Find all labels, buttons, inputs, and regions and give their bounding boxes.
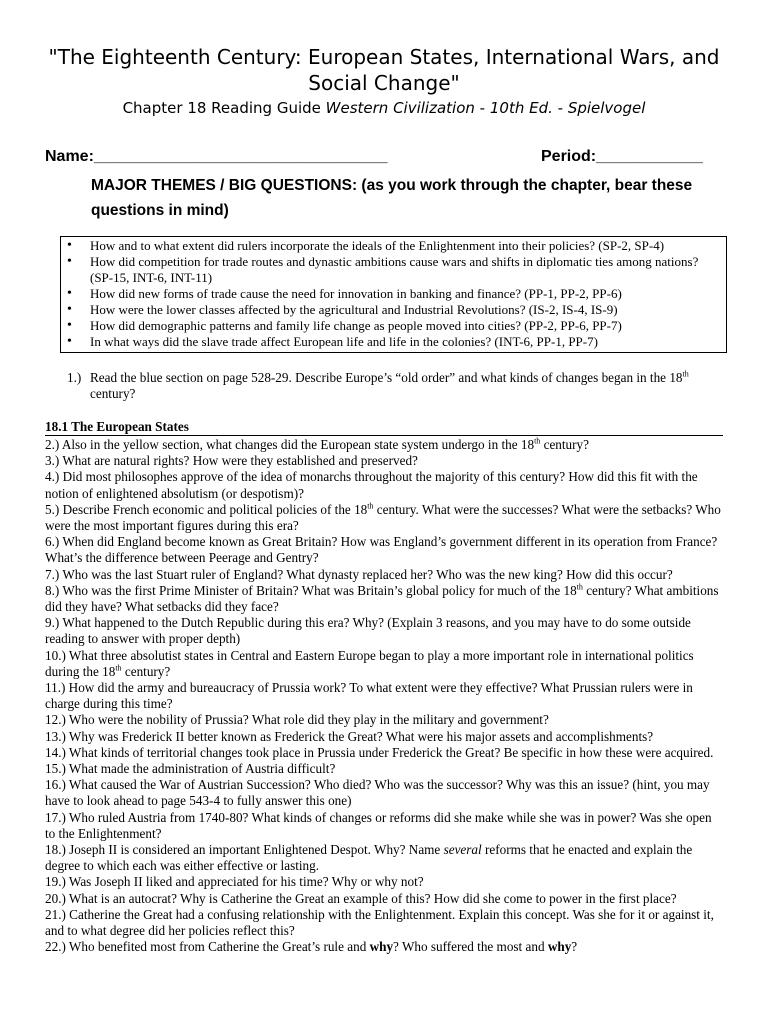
name-field[interactable]: Name:_________________________________ <box>45 148 388 165</box>
subtitle-separator: - <box>552 99 568 117</box>
question-19: 19.) Was Joseph II liked and appreciated for his time? Why or why not? <box>45 874 424 890</box>
question-4: 4.) Did most philosophes approve of the idea of monarchs throughout the majority of this century? How did this fit with the notion of enlightened absolutism (or despotism)? <box>45 469 698 501</box>
themes-box <box>60 236 727 353</box>
question-14: 14.) What kinds of territorial changes took place in Prussia under Frederick the Great? Be specific in how these were acquired. <box>45 744 714 760</box>
theme-item: • How were the lower classes affected by the agricultural and Industrial Revolutions? (IS-2, IS-4, IS-9) <box>66 302 720 318</box>
question-5: 5.) Describe French economic and political policies of the 18th century. What were the successes? What were the setbacks? Who were the most important figures during this era? <box>45 501 721 534</box>
period-field[interactable]: Period:____________ <box>541 148 703 165</box>
document-subtitle <box>40 99 728 117</box>
question-9: 9.) What happened to the Dutch Republic during this era? Why? (Explain 3 reasons, and you may have to do some outside reading to answer with proper depth) <box>45 615 691 647</box>
question-15: 15.) What made the administration of Austria difficult? <box>45 761 336 777</box>
question-20: 20.) What is an autocrat? Why is Catherine the Great an example of this? How did she come to power in the first place? <box>45 890 677 906</box>
subtitle-separator: - <box>474 99 490 117</box>
question-21: 21.) Catherine the Great had a confusing relationship with the Enlightenment. Explain this concept. Was she for it or against it, and to what degree did her policies reflect this? <box>45 906 714 939</box>
question-22: 22.) Who benefited most from Catherine the Great’s rule and why? Who suffered the most and why? <box>45 939 578 955</box>
questions-list <box>45 437 723 956</box>
book-title: Western Civilization <box>325 99 475 117</box>
question-number: 1.) <box>67 370 82 385</box>
question-11: 11.) How did the army and bureaucracy of Prussia work? To what extent were they effective? What Prussian rulers were in charge during this time? <box>45 680 693 712</box>
book-edition: 10th Ed. <box>489 99 553 117</box>
theme-item: • How did demographic patterns and family life change as people moved into cities? (PP-2, PP-6, PP-7) <box>66 318 720 334</box>
theme-item: • How did new forms of trade cause the need for innovation in banking and finance? (PP-1, PP-2, PP-6) <box>66 286 720 302</box>
themes-list <box>66 238 720 350</box>
question-text: Read the blue section on page 528-29. Describe Europe’s “old order” and what kinds of changes began in the 18th century? <box>90 369 689 401</box>
question-7: 7.) Who was the last Stuart ruler of England? What dynasty replaced her? Who was the new king? How did this occur? <box>45 566 673 582</box>
section-heading: 18.1 The European States <box>45 419 723 436</box>
question-2: 2.) Also in the yellow section, what changes did the European state system undergo in the 18th century? <box>45 436 589 452</box>
theme-item: • In what ways did the slave trade affect European life and life in the colonies? (INT-6, PP-1, PP-7) <box>66 334 720 350</box>
question-18: 18.) Joseph II is considered an important Enlightened Despot. Why? Name several reforms that he enacted and explain the degree to which each was either effective or lasting. <box>45 842 693 874</box>
question-8: 8.) Who was the first Prime Minister of Britain? What was Britain’s global policy for much of the 18th century? What ambitions did they have? What setbacks did they face? <box>45 582 719 615</box>
theme-item: • How did competition for trade routes and dynastic ambitions cause wars and shifts in diplomatic ties among nations? (SP-15, INT-6, INT-11) <box>66 254 720 286</box>
book-author: Spielvogel <box>567 99 646 117</box>
question-16: 16.) What caused the War of Austrian Succession? Who died? Who was the successor? Why was this an issue? (hint, you may have to look ahead to page 543-4 to fully answer this one) <box>45 777 710 809</box>
theme-item: • How and to what extent did rulers incorporate the ideals of the Enlightenment into their policies? (SP-2, SP-4) <box>66 238 720 254</box>
document-title: "The Eighteenth Century: European States, International Wars, and Social Change" <box>48 45 720 95</box>
question-1 <box>67 370 727 402</box>
question-12: 12.) Who were the nobility of Prussia? What role did they play in the military and government? <box>45 712 549 728</box>
subtitle-text: Chapter 18 Reading Guide <box>122 99 326 117</box>
themes-heading: MAJOR THEMES / BIG QUESTIONS: (as you work through the chapter, bear these questions in mind) <box>91 177 693 219</box>
question-6: 6.) When did England become known as Great Britain? How was England’s government different in its operation from France? What’s the difference between Peerage and Gentry? <box>45 534 718 566</box>
question-17: 17.) Who ruled Austria from 1740-80? What kinds of changes or reforms did she make while she was in power? Was she open to the Enlightenment? <box>45 809 712 841</box>
question-3: 3.) What are natural rights? How were they established and preserved? <box>45 453 418 469</box>
question-13: 13.) Why was Frederick II better known as Frederick the Great? What were his major assets and accomplishments? <box>45 728 654 744</box>
question-10: 10.) What three absolutist states in Central and Eastern Europe began to play a more important role in international politics during the 18th century? <box>45 647 694 679</box>
